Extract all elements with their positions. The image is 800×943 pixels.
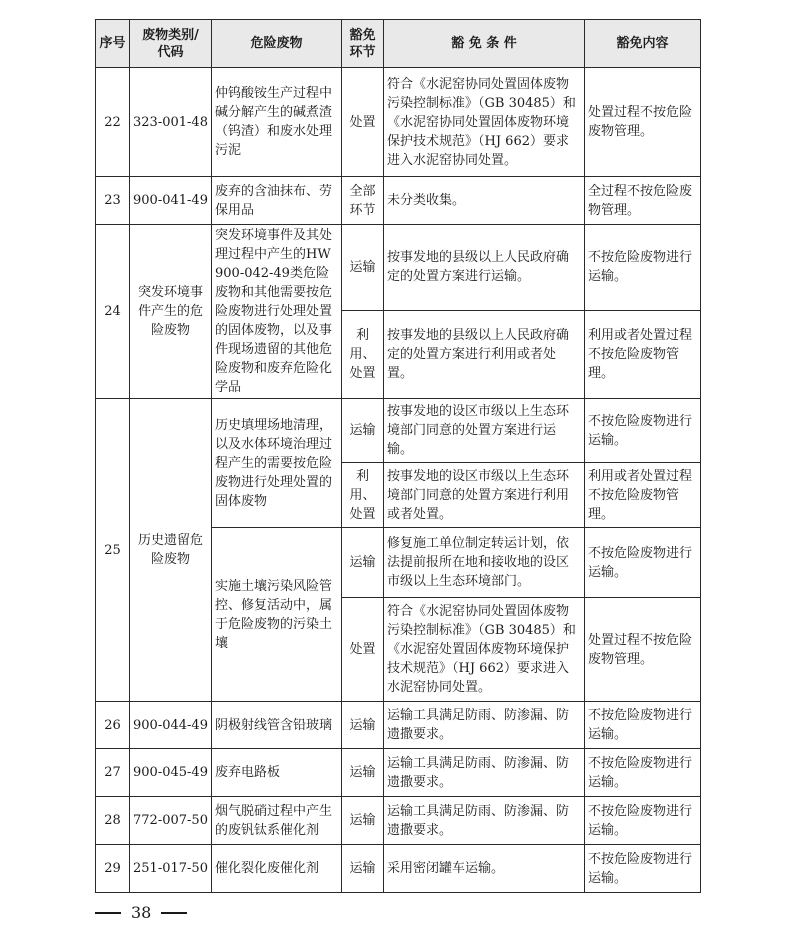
exemption-stage: 运输 — [342, 797, 384, 845]
header-stage-line1: 豁免 — [349, 27, 376, 43]
header-stage-line2: 环节 — [349, 44, 376, 60]
header-code-line2: 代码 — [157, 44, 184, 60]
waste-code: 900-045-49 — [130, 749, 212, 797]
header-hazard: 危险废物 — [212, 20, 342, 68]
table-row — [96, 702, 701, 749]
row-number: 25 — [96, 399, 130, 702]
exemption-content: 全过程不按危险废物管理。 — [585, 177, 701, 225]
exemption-stage: 利用、处置 — [342, 463, 384, 528]
table-row — [96, 225, 701, 311]
exemption-condition: 运输工具满足防雨、防渗漏、防遗撒要求。 — [384, 749, 585, 797]
exemption-condition: 修复施工单位制定转运计划，依法提前报所在地和接收地的设区市级以上生态环境部门。 — [384, 528, 585, 598]
page-footer — [95, 903, 187, 922]
waste-code: 251-017-50 — [130, 845, 212, 893]
exemption-stage: 运输 — [342, 528, 384, 598]
exemption-content: 利用或者处置过程不按危险废物管理。 — [585, 463, 701, 528]
exemption-condition: 符合《水泥窑协同处置固体废物污染控制标准》（GB 30485）和《水泥窑处置固体废物环境保护技术规范》（HJ 662）要求进入水泥窑协同处置。 — [384, 598, 585, 702]
exemption-stage: 利用、处置 — [342, 310, 384, 398]
table-row — [96, 68, 701, 177]
exemption-condition: 按事发地的县级以上人民政府确定的处置方案进行利用或者处置。 — [384, 310, 585, 398]
exemption-condition: 未分类收集。 — [384, 177, 585, 225]
footer-dash-left — [95, 912, 121, 914]
table-row — [96, 749, 701, 797]
exemption-content: 不按危险废物进行运输。 — [585, 399, 701, 463]
waste-category: 突发环境事件产生的危险废物 — [130, 225, 212, 399]
table-row — [96, 399, 701, 463]
exemption-content: 不按危险废物进行运输。 — [585, 845, 701, 893]
footer-dash-right — [161, 912, 187, 914]
waste-code: 772-007-50 — [130, 797, 212, 845]
header-content: 豁免内容 — [585, 20, 701, 68]
hazard-description: 突发环境事件及其处理过程中产生的HW900-042-49类危险废物和其他需要按危险废物进行处理处置的固体废物，以及事件现场遗留的其他危险废物和废弃危险化学品 — [212, 225, 342, 399]
row-number: 29 — [96, 845, 130, 893]
waste-code: 900-044-49 — [130, 702, 212, 749]
page-number: 38 — [131, 903, 152, 922]
exemption-condition: 按事发地的县级以上人民政府确定的处置方案进行运输。 — [384, 225, 585, 311]
table-row — [96, 845, 701, 893]
row-number: 27 — [96, 749, 130, 797]
row-number: 24 — [96, 225, 130, 399]
exemption-content: 处置过程不按危险废物管理。 — [585, 68, 701, 177]
exemption-content: 不按危险废物进行运输。 — [585, 225, 701, 311]
exemption-stage: 处置 — [342, 598, 384, 702]
exemption-content: 利用或者处置过程不按危险废物管理。 — [585, 310, 701, 398]
hazard-description: 烟气脱硝过程中产生的废钒钛系催化剂 — [212, 797, 342, 845]
exemption-stage: 运输 — [342, 845, 384, 893]
table-header-row — [96, 20, 701, 68]
exemption-content: 不按危险废物进行运输。 — [585, 749, 701, 797]
hazard-description: 仲钨酸铵生产过程中碱分解产生的碱煮渣（钨渣）和废水处理污泥 — [212, 68, 342, 177]
table-row — [96, 797, 701, 845]
row-number: 26 — [96, 702, 130, 749]
exemption-stage: 全部环节 — [342, 177, 384, 225]
exemption-condition: 按事发地的设区市级以上生态环境部门同意的处置方案进行运输。 — [384, 399, 585, 463]
exemption-stage: 运输 — [342, 749, 384, 797]
exemption-condition: 运输工具满足防雨、防渗漏、防遗撒要求。 — [384, 797, 585, 845]
exemption-condition: 按事发地的设区市级以上生态环境部门同意的处置方案进行利用或者处置。 — [384, 463, 585, 528]
header-condition: 豁 免 条 件 — [384, 20, 585, 68]
row-number: 23 — [96, 177, 130, 225]
row-number: 28 — [96, 797, 130, 845]
waste-code: 323-001-48 — [130, 68, 212, 177]
hazard-description: 实施土壤污染风险管控、修复活动中，属于危险废物的污染土壤 — [212, 528, 342, 702]
exemption-condition: 运输工具满足防雨、防渗漏、防遗撒要求。 — [384, 702, 585, 749]
table-row — [96, 177, 701, 225]
exemption-content: 不按危险废物进行运输。 — [585, 702, 701, 749]
exemption-condition: 符合《水泥窑协同处置固体废物污染控制标准》（GB 30485）和《水泥窑协同处置固体废物环境保护技术规范》（HJ 662）要求进入水泥窑协同处置。 — [384, 68, 585, 177]
exemption-table — [95, 19, 701, 893]
exemption-stage: 运输 — [342, 225, 384, 311]
exemption-content: 处置过程不按危险废物管理。 — [585, 598, 701, 702]
hazard-description: 历史填埋场地清理，以及水体环境治理过程产生的需要按危险废物进行处理处置的固体废物 — [212, 399, 342, 528]
exemption-stage: 运输 — [342, 702, 384, 749]
header-stage — [342, 20, 384, 68]
hazard-description: 废弃的含油抹布、劳保用品 — [212, 177, 342, 225]
waste-code: 900-041-49 — [130, 177, 212, 225]
exemption-content: 不按危险废物进行运输。 — [585, 528, 701, 598]
header-code — [130, 20, 212, 68]
waste-category: 历史遗留危险废物 — [130, 399, 212, 702]
row-number: 22 — [96, 68, 130, 177]
hazard-description: 阴极射线管含铅玻璃 — [212, 702, 342, 749]
header-no: 序号 — [96, 20, 130, 68]
exemption-stage: 运输 — [342, 399, 384, 463]
exemption-content: 不按危险废物进行运输。 — [585, 797, 701, 845]
hazard-description: 废弃电路板 — [212, 749, 342, 797]
exemption-stage: 处置 — [342, 68, 384, 177]
header-code-line1: 废物类别/ — [142, 27, 199, 43]
exemption-condition: 采用密闭罐车运输。 — [384, 845, 585, 893]
hazard-description: 催化裂化废催化剂 — [212, 845, 342, 893]
